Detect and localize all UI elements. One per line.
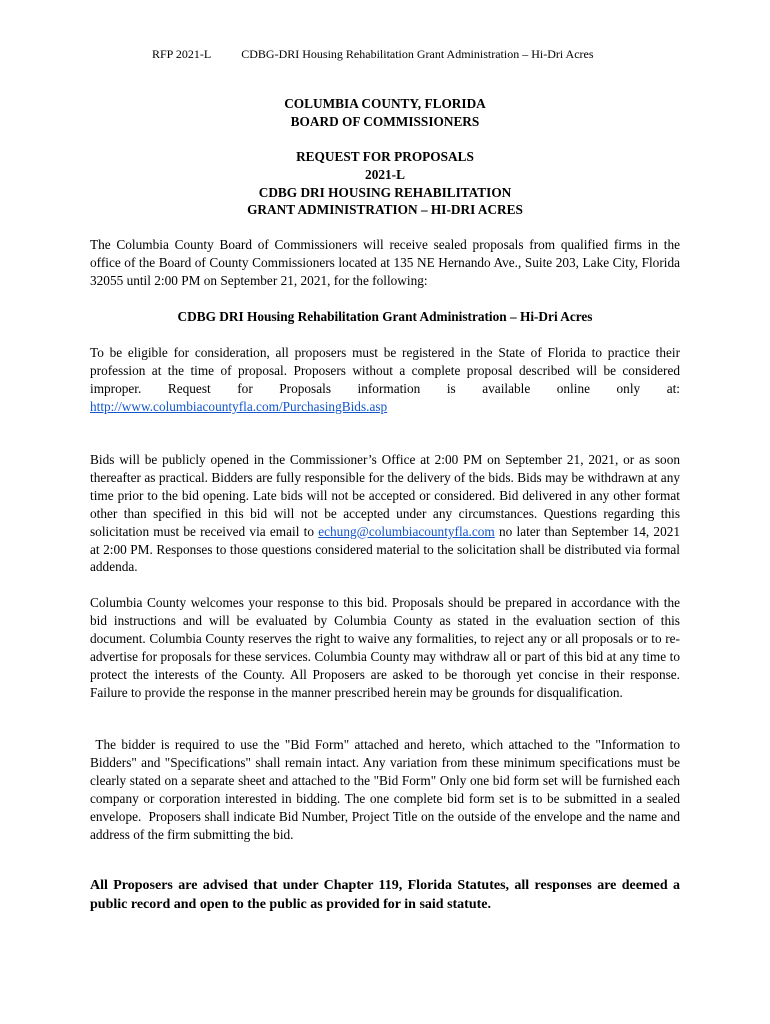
rfp-title bbox=[0, 148, 770, 219]
bids-opening-text: Bids will be publicly opened in the Commissioner’s Office at 2:00 PM on September 21, 2021, or as soon thereafter as practical. Bidders are fully responsible for the delivery of the bids. Bids may be withdrawn at any time prior to the bid opening. Late bids will not be accepted or considered. Bid delivered in any other format other than specified in this bid will not be accepted under any circumstances. Questions regarding this solicitation must be received via email to bbox=[90, 452, 680, 539]
eligibility-text: To be eligible for consideration, all proposers must be registered in the State of Florida to practice their profession at the time of proposal. Proposers without a complete proposal described will be considered improper. Request for Proposals information is available online only at: bbox=[90, 345, 680, 396]
purchasing-bids-link[interactable]: http://www.columbiacountyfla.com/PurchasingBids.asp bbox=[90, 398, 388, 414]
organization-title bbox=[0, 95, 770, 131]
bids-opening-paragraph bbox=[90, 451, 680, 576]
rfp-heading: REQUEST FOR PROPOSALS bbox=[296, 149, 474, 164]
rfp-number: 2021-L bbox=[365, 166, 405, 182]
header-rfp-number: RFP 2021-L bbox=[152, 47, 212, 61]
public-record-notice: All Proposers are advised that under Chapter 119, Florida Statutes, all responses are deemed a public record and open to the public as provided for in said statute. bbox=[90, 878, 680, 912]
header-project-title: CDBG-DRI Housing Rehabilitation Grant Administration – Hi-Dri Acres bbox=[241, 47, 594, 61]
bid-form-paragraph: The bidder is required to use the "Bid Form" attached and hereto, which attached to the "Information to Bidders" and "Specifications" shall remain intact. Any variation from these minimum specifications must be clearly stated on a separate sheet and attached to the "Bid Form" Only one bid form set will be furnished each company or corporation interested in bidding. The one complete bid form set is to be submitted in a sealed envelope. Proposers shall indicate Bid Number, Project Title on the outside of the envelope and the name and address of the firm submitting the bid. bbox=[90, 737, 684, 842]
running-header bbox=[152, 46, 594, 64]
subject-line: CDBG DRI Housing Rehabilitation Grant Administration – Hi-Dri Acres bbox=[177, 309, 593, 324]
board-name: BOARD OF COMMISSIONERS bbox=[290, 113, 480, 129]
project-title-line-1: CDBG DRI HOUSING REHABILITATION bbox=[258, 184, 512, 200]
bids-opening-text-after: no later than September 14, 2021 at 2:00 PM. Responses to those questions considered material to the solicitation shall be distributed via formal addenda. bbox=[90, 523, 681, 575]
intro-paragraph: The Columbia County Board of Commissioners will receive sealed proposals from qualified firms in the office of the Board of County Commissioners located at 135 NE Hernando Ave., Suite 203, Lake City, Florida 32055 until 2:00 PM on September 21, 2021, for the following: bbox=[90, 237, 680, 288]
eligibility-paragraph bbox=[90, 344, 680, 416]
county-name: COLUMBIA COUNTY, FLORIDA bbox=[284, 96, 486, 111]
project-title-line-2: GRANT ADMINISTRATION – HI-DRI ACRES bbox=[247, 202, 523, 218]
welcome-paragraph: Columbia County welcomes your response to this bid. Proposals should be prepared in accordance with the bid instructions and will be evaluated by Columbia County as stated in the evaluation section of this document. Columbia County reserves the right to waive any formalities, to reject any or all proposals or to re-advertise for proposals for these services. Columbia County may withdraw all or part of this bid at any time to protect the interests of the County. All Proposers are asked to be thorough yet concise in their response. Failure to provide the response in the manner prescribed herein may be grounds for disqualification. bbox=[90, 595, 680, 700]
contact-email-link[interactable]: echung@columbiacountyfla.com bbox=[318, 523, 495, 539]
